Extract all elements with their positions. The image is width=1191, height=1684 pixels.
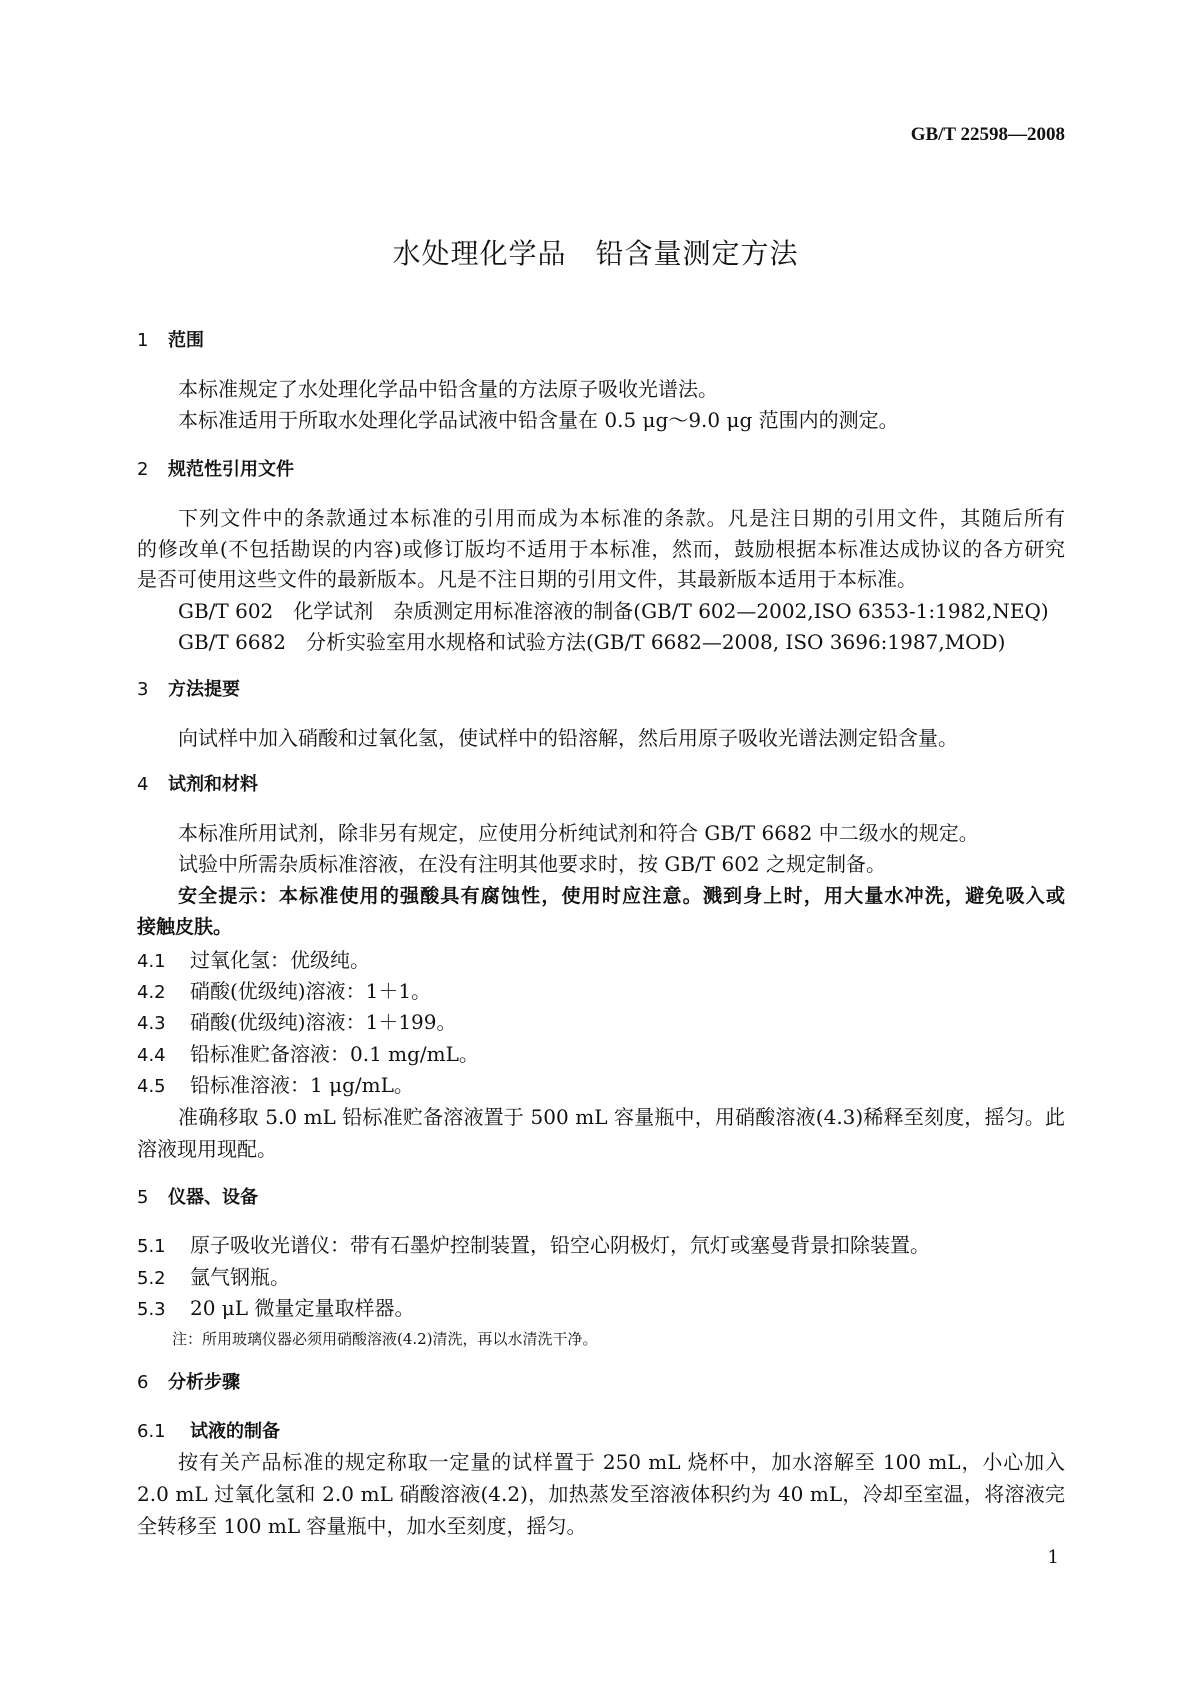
paragraph-line: 试验中所需杂质标准溶液，在没有注明其他要求时，按 GB/T 602 之规定制备。 <box>178 852 886 876</box>
section-number: 6.1 <box>137 1421 166 1442</box>
item-number: 4.4 <box>137 1045 166 1066</box>
item-number: 5.2 <box>137 1268 166 1289</box>
paragraph-line: 是否可使用这些文件的最新版本。凡是不注日期的引用文件，其最新版本适用于本标准。 <box>137 567 917 591</box>
subsection-6-1-heading <box>137 1417 280 1447</box>
section-title: 范围 <box>168 330 204 351</box>
section-number: 5 <box>137 1187 149 1208</box>
list-item <box>137 1007 457 1037</box>
standard-number: GB/T 22598—2008 <box>910 124 1065 145</box>
list-item <box>137 1070 414 1100</box>
item-text: 硝酸(优级纯)溶液：1＋199。 <box>190 1010 457 1034</box>
list-item <box>137 1262 290 1292</box>
list-item <box>137 976 431 1006</box>
reference-item: GB/T 602 化学试剂 杂质测定用标准溶液的制备(GB/T 602—2002,ISO 6353-1:1982,NEQ) <box>178 599 1049 623</box>
section-3-heading <box>137 675 240 705</box>
page-number: 1 <box>1047 1547 1059 1568</box>
paragraph-line: 准确移取 5.0 mL 铅标准贮备溶液置于 500 mL 容量瓶中，用硝酸溶液(4.3)稀释至刻度，摇匀。此 <box>178 1105 1065 1129</box>
section-title: 分析步骤 <box>168 1372 240 1393</box>
reference-item: GB/T 6682 分析实验室用水规格和试验方法(GB/T 6682—2008, ISO 3696:1987,MOD) <box>178 630 1006 654</box>
section-2-heading <box>137 455 294 485</box>
section-5-heading <box>137 1183 258 1213</box>
section-title: 规范性引用文件 <box>168 459 294 480</box>
item-number: 4.2 <box>137 982 166 1003</box>
paragraph-line: 按有关产品标准的规定称取一定量的试样置于 250 mL 烧杯中，加水溶解至 100 mL，小心加入 <box>178 1450 1065 1474</box>
paragraph-line: 下列文件中的条款通过本标准的引用而成为本标准的条款。凡是注日期的引用文件，其随后所有 <box>178 506 1065 530</box>
item-text: 铅标准溶液：1 μg/mL。 <box>190 1073 414 1097</box>
paragraph-line: 的修改单(不包括勘误的内容)或修订版均不适用于本标准，然而，鼓励根据本标准达成协议的各方研究 <box>137 537 1065 561</box>
item-text: 铅标准贮备溶液：0.1 mg/mL。 <box>190 1042 479 1066</box>
paragraph-line: 溶液现用现配。 <box>137 1137 277 1161</box>
section-4-heading <box>137 770 258 800</box>
list-item <box>137 945 370 975</box>
item-text: 过氧化氢：优级纯。 <box>190 948 370 972</box>
section-number: 1 <box>137 330 149 351</box>
item-number: 5.3 <box>137 1299 166 1320</box>
paragraph-line: 本标准规定了水处理化学品中铅含量的方法原子吸收光谱法。 <box>178 377 718 401</box>
paragraph-line: 向试样中加入硝酸和过氧化氢，使试样中的铅溶解，然后用原子吸收光谱法测定铅含量。 <box>178 726 958 750</box>
section-number: 4 <box>137 774 149 795</box>
item-text: 氩气钢瓶。 <box>190 1265 290 1289</box>
item-text: 原子吸收光谱仪：带有石墨炉控制装置，铅空心阴极灯，氘灯或塞曼背景扣除装置。 <box>190 1233 930 1257</box>
section-1-heading <box>137 326 204 356</box>
section-6-heading <box>137 1368 240 1398</box>
item-text: 硝酸(优级纯)溶液：1＋1。 <box>190 979 432 1003</box>
list-item <box>137 1293 414 1323</box>
list-item <box>137 1230 930 1260</box>
paragraph-line: 2.0 mL 过氧化氢和 2.0 mL 硝酸溶液(4.2)，加热蒸发至溶液体积约为 40 mL，冷却至室温，将溶液完 <box>137 1482 1065 1506</box>
paragraph-line: 本标准所用试剂，除非另有规定，应使用分析纯试剂和符合 GB/T 6682 中二级水的规定。 <box>178 821 979 845</box>
paragraph-line: 本标准适用于所取水处理化学品试液中铅含量在 0.5 μg～9.0 μg 范围内的测定。 <box>178 408 899 432</box>
section-number: 6 <box>137 1372 149 1393</box>
section-title: 试液的制备 <box>190 1421 280 1442</box>
item-text: 20 μL 微量定量取样器。 <box>190 1296 415 1320</box>
section-number: 3 <box>137 679 149 700</box>
safety-warning-line: 接触皮肤。 <box>137 916 233 938</box>
safety-warning-line: 安全提示：本标准使用的强酸具有腐蚀性，使用时应注意。溅到身上时，用大量水冲洗，避免吸入或 <box>178 885 1065 907</box>
paragraph-line: 全转移至 100 mL 容量瓶中，加水至刻度，摇匀。 <box>137 1514 587 1538</box>
section-title: 试剂和材料 <box>168 774 258 795</box>
item-number: 5.1 <box>137 1236 166 1257</box>
item-number: 4.3 <box>137 1013 166 1034</box>
section-title: 方法提要 <box>168 679 240 700</box>
page-title: 水处理化学品 铅含量测定方法 <box>392 237 799 270</box>
note: 注：所用玻璃仪器必须用硝酸溶液(4.2)清洗，再以水清洗干净。 <box>172 1330 598 1348</box>
item-number: 4.5 <box>137 1076 166 1097</box>
item-number: 4.1 <box>137 951 166 972</box>
section-title: 仪器、设备 <box>168 1187 258 1208</box>
section-number: 2 <box>137 459 149 480</box>
list-item <box>137 1039 479 1069</box>
